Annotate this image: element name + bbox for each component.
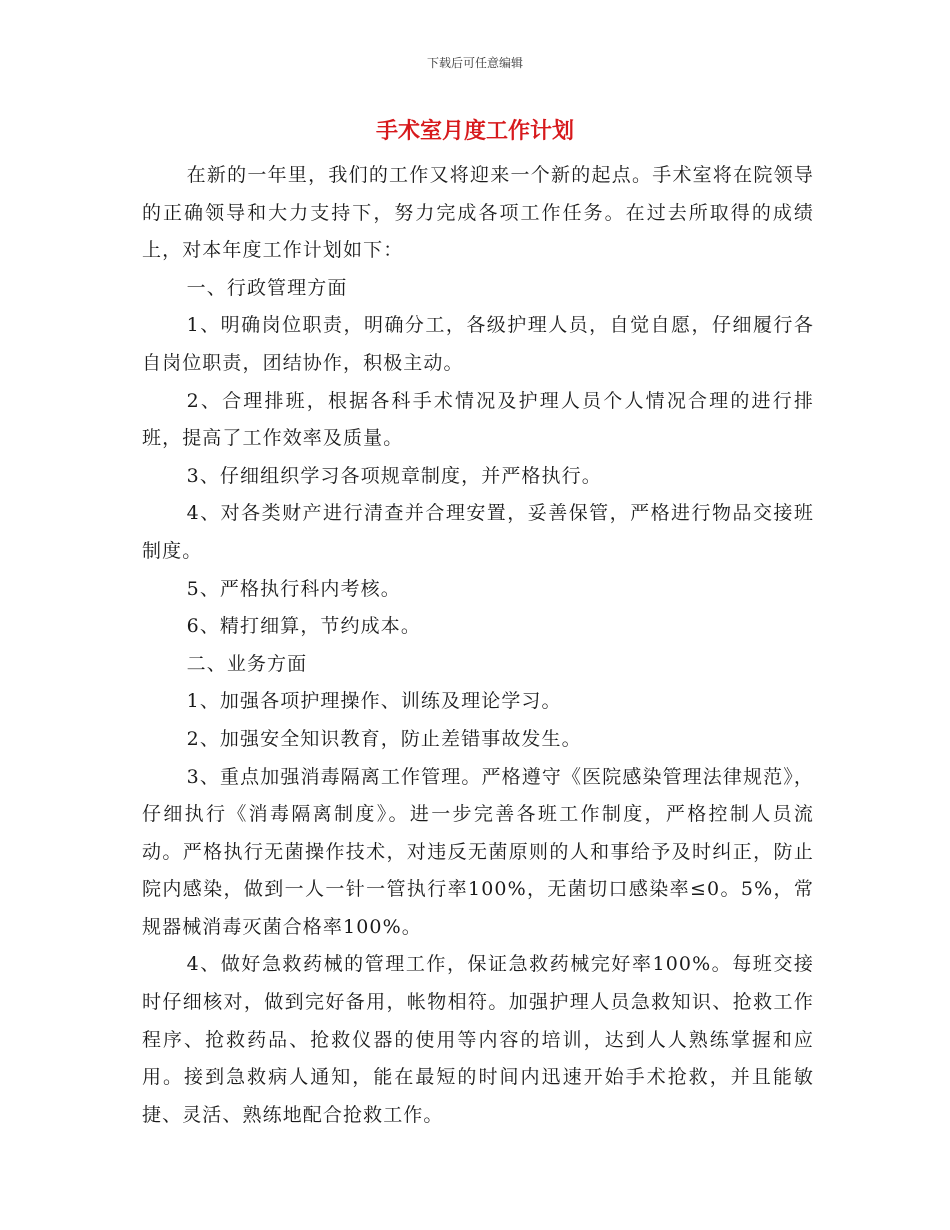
business-item-4: 4、做好急救药械的管理工作，保证急救药械完好率100%。每班交接时仔细核对，做到完好备用，帐物相符。加强护理人员急救知识、抢救工作程序、抢救药品、抢救仪器的使用等内容的培训，达到人人熟练掌握和应用。接到急救病人通知，能在最短的时间内迅速开始手术抢救，并且能敏捷、灵活、熟练地配合抢救工作。 (142, 953, 814, 1126)
header-note: 下载后可任意编辑 (426, 56, 523, 70)
business-item-3: 3、重点加强消毒隔离工作管理。严格遵守《医院感染管理法律规范》，仔细执行《消毒隔离制度》。进一步完善各班工作制度，严格控制人员流动。严格执行无菌操作技术，对违反无菌原则的人和事给予及时纠正，防止院内感染，做到一人一针一管执行率100%，无菌切口感染率≤0。5%，常规器械消毒灭菌合格率100%。 (142, 765, 814, 938)
admin-item-4: 4、对各类财产进行清查并合理安置，妥善保管，严格进行物品交接班制度。 (142, 502, 814, 562)
admin-item-6: 6、精打细算，节约成本。 (186, 615, 421, 638)
business-item-2: 2、加强安全知识教育，防止差错事故发生。 (186, 727, 582, 750)
section-heading-admin: 一、行政管理方面 (186, 276, 348, 299)
admin-item-5: 5、严格执行科内考核。 (186, 577, 401, 600)
business-item-1: 1、加强各项护理操作、训练及理论学习。 (186, 690, 562, 713)
admin-item-2: 2、合理排班，根据各科手术情况及护理人员个人情况合理的进行排班，提高了工作效率及质量。 (142, 389, 814, 450)
admin-item-3: 3、仔细组织学习各项规章制度，并严格执行。 (186, 464, 602, 487)
document-title: 手术室月度工作计划 (375, 119, 574, 144)
admin-item-1: 1、明确岗位职责，明确分工，各级护理人员，自觉自愿，仔细履行各自岗位职责，团结协作，积极主动。 (142, 314, 814, 374)
section-heading-business: 二、业务方面 (186, 652, 308, 675)
intro-paragraph: 在新的一年里，我们的工作又将迎来一个新的起点。手术室将在院领导的正确领导和大力支持下，努力完成各项工作任务。在过去所取得的成绩上，对本年度工作计划如下： (142, 164, 814, 262)
document-body (142, 157, 814, 1134)
